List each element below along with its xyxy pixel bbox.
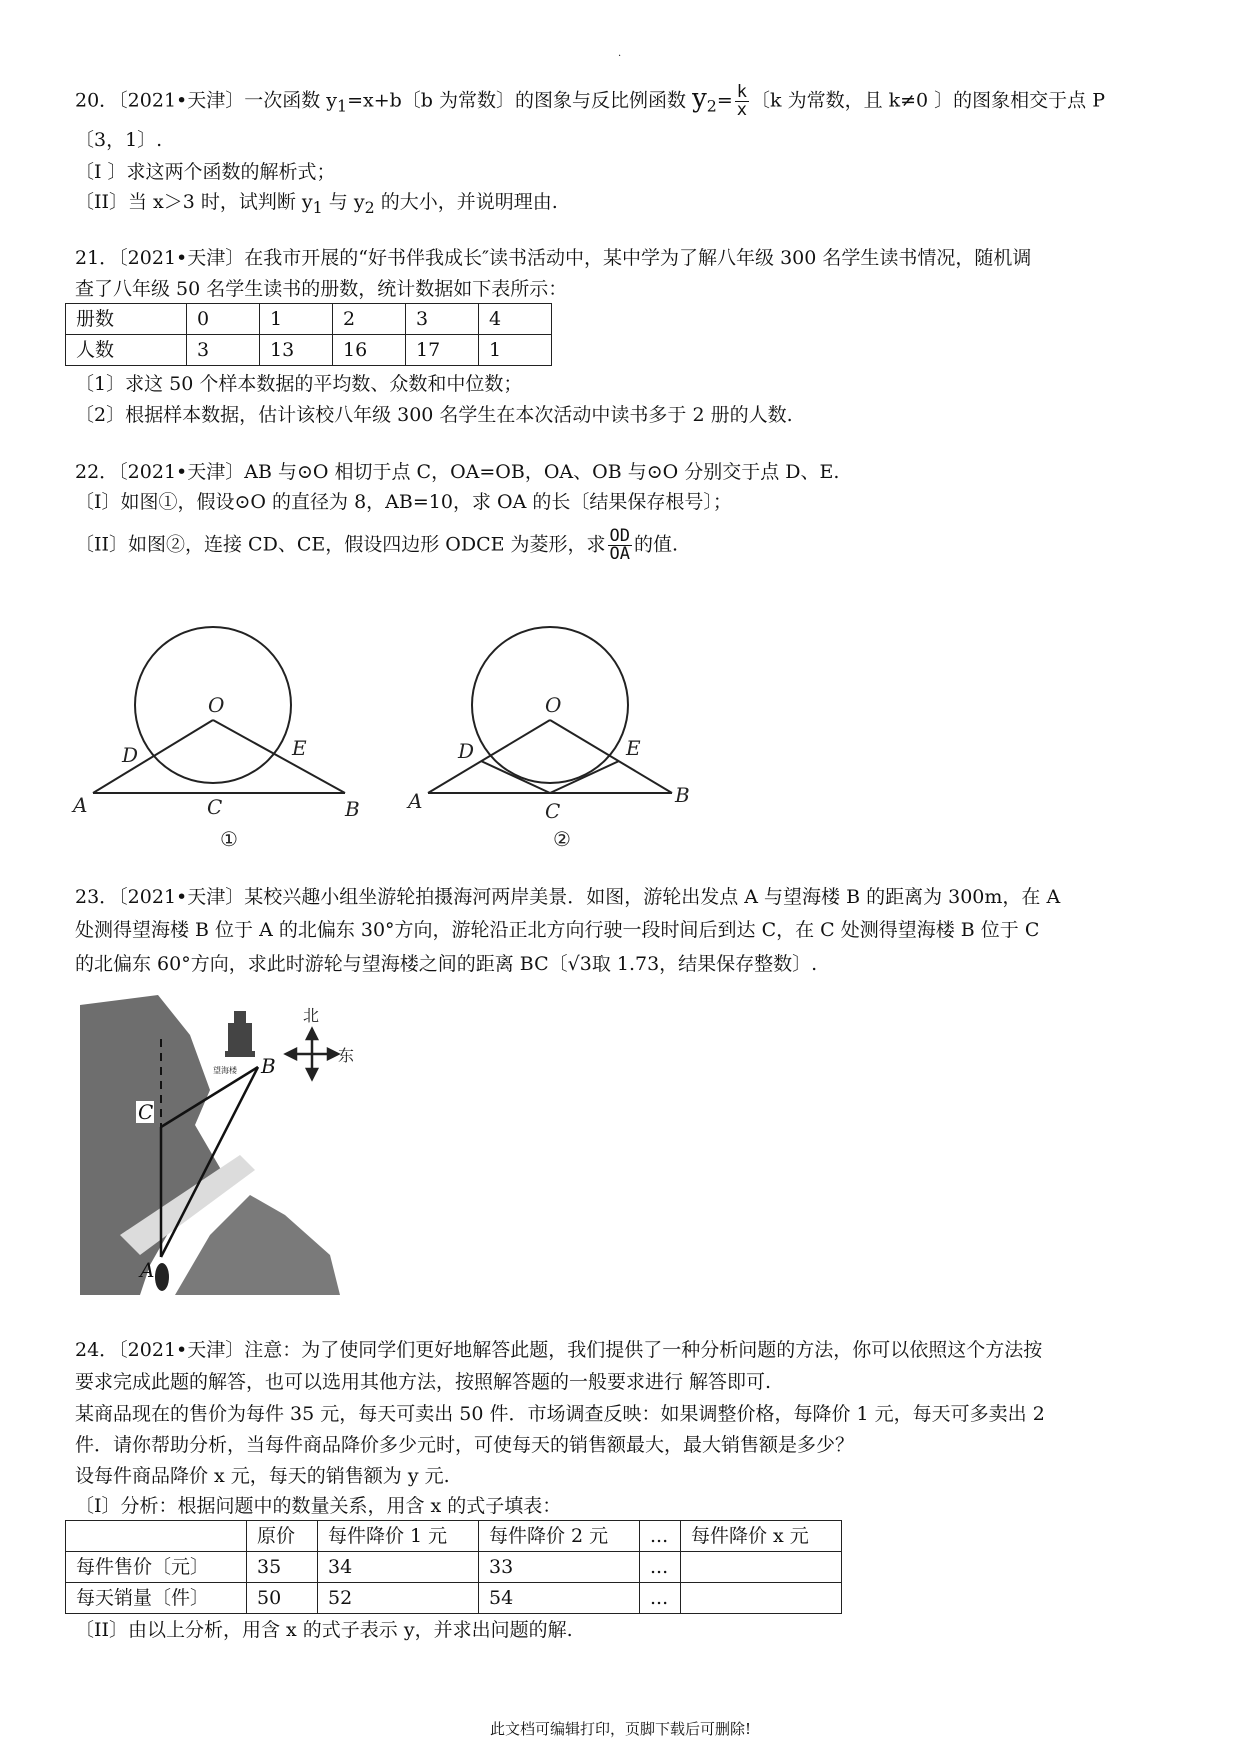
table-cell: 1	[260, 304, 333, 335]
table-cell: 册数	[66, 304, 187, 335]
header-dot: .	[618, 48, 622, 59]
footer-note: 此文档可编辑打印，页脚下载后可删除!	[489, 1720, 752, 1738]
q20-text-a: 20．〔2021•天津〕一次函数 y	[75, 89, 338, 112]
table-cell: ...	[640, 1521, 681, 1552]
caption-1: ①	[220, 827, 238, 851]
q20-l4-sub1: 1	[312, 197, 323, 217]
q20-text-c: 〔k 为常数，且 k≠0 〕的图象相交于点 P	[751, 89, 1105, 112]
table-cell: 2	[333, 304, 406, 335]
table-cell	[66, 1521, 247, 1552]
q20-eq: =	[716, 89, 733, 112]
table-cell	[681, 1552, 842, 1583]
label-c: C	[545, 799, 561, 823]
table-cell: 34	[318, 1552, 479, 1583]
table-cell: ...	[640, 1583, 681, 1614]
q20-frac-den: x	[736, 100, 748, 120]
tower-label: 望海楼	[213, 1066, 237, 1075]
q20-line-2: 〔3，1〕.	[75, 129, 163, 151]
q24-line-4: 件．请你帮助分析，当每件商品降价多少元时，可使每天的销售额最大，最大销售额是多少？	[75, 1434, 855, 1456]
table-row	[66, 1521, 842, 1552]
q20-l4-b: 与 y	[322, 191, 365, 213]
table-cell: 每件降价 x 元	[681, 1521, 842, 1552]
table-cell: 3	[187, 335, 260, 366]
sqrt-3: √3	[567, 953, 592, 975]
table-cell: 每件售价〔元〕	[66, 1552, 247, 1583]
table-cell: 17	[406, 335, 479, 366]
table-cell: 每天销量〔件〕	[66, 1583, 247, 1614]
q24-line-5: 设每件商品降价 x 元，每天的销售额为 y 元.	[75, 1465, 450, 1487]
table-cell: 1	[479, 335, 552, 366]
table-cell: 33	[479, 1552, 640, 1583]
table-cell: 3	[406, 304, 479, 335]
label-a: A	[140, 1258, 155, 1282]
q20-l4-sub2: 2	[364, 197, 375, 217]
table-cell: 13	[260, 335, 333, 366]
compass-icon	[286, 1029, 338, 1079]
q23-l3-a: 的北偏东 60°方向，求此时游轮与望海楼之间的距离 BC〔	[75, 953, 568, 975]
table-cell: 每件降价 1 元	[318, 1521, 479, 1552]
q21-line-4: 〔2〕根据样本数据，估计该校八年级 300 名学生在本次活动中读书多于 2 册的人数.	[75, 404, 793, 426]
table-cell	[681, 1583, 842, 1614]
line-ce-fig2	[550, 761, 619, 793]
q22-l3-a: 〔II〕如图②，连接 CD、CE，假设四边形 ODCE 为菱形，求	[75, 533, 606, 556]
q20-sub-1: 1	[337, 96, 348, 116]
q20-l4-c: 的大小，并说明理由.	[374, 191, 558, 213]
q20-sub-2: 2	[706, 96, 717, 116]
q22-line-2: 〔I〕如图①，假设⊙O 的直径为 8，AB=10，求 OA 的长〔结果保存根号〕；	[75, 491, 732, 513]
label-e: E	[292, 736, 307, 760]
boat-icon	[155, 1263, 169, 1291]
q24-line-6: 〔I〕分析：根据问题中的数量关系，用含 x 的式子填表：	[75, 1495, 562, 1517]
q24-line-1: 24．〔2021•天津〕注意：为了使同学们更好地解答此题，我们提供了一种分析问题的方法，你可以依照这个方法按	[75, 1339, 1043, 1361]
line-oa-fig1	[93, 720, 213, 793]
table-cell: 4	[479, 304, 552, 335]
line-ob-fig2	[550, 720, 672, 793]
q24-table	[65, 1520, 842, 1614]
q22-frac-num: OD	[609, 526, 631, 546]
table-cell: 每件降价 2 元	[479, 1521, 640, 1552]
q20-l4-a: 〔II〕当 x＞3 时，试判断 y	[75, 191, 313, 213]
label-e: E	[626, 736, 641, 760]
table-cell: 54	[479, 1583, 640, 1614]
label-o: O	[545, 693, 562, 717]
q22-line-1: 22．〔2021•天津〕AB 与⊙O 相切于点 C，OA=OB，OA、OB 与⊙O 分别交于点 D、E.	[75, 461, 840, 483]
label-b: B	[675, 783, 690, 807]
q23-map-figure	[80, 995, 410, 1295]
table-cell: 35	[247, 1552, 318, 1583]
line-ob-fig1	[213, 720, 345, 793]
q22-l3-b: 的值.	[634, 533, 679, 556]
label-d: D	[122, 743, 139, 767]
table-cell: 人数	[66, 335, 187, 366]
q22-frac-den: OA	[609, 544, 631, 564]
label-c: C	[207, 795, 223, 819]
q23-line-3	[75, 952, 817, 976]
label-b: B	[345, 797, 360, 821]
q24-line-3: 某商品现在的售价为每件 35 元，每天可卖出 50 件．市场调查反映：如果调整价格，每降价 1 元，每天可多卖出 2	[75, 1403, 1045, 1425]
tower-icon	[225, 1011, 255, 1057]
label-d: D	[458, 739, 475, 763]
table-row	[66, 1583, 842, 1614]
table-cell: ...	[640, 1552, 681, 1583]
q21-line-3: 〔1〕求这 50 个样本数据的平均数、众数和中位数；	[75, 373, 523, 395]
caption-2: ②	[553, 827, 571, 851]
table-cell: 52	[318, 1583, 479, 1614]
q20-text-b: =x+b〔b 为常数〕的图象与反比例函数	[347, 89, 693, 112]
table-cell: 原价	[247, 1521, 318, 1552]
q24-line-2: 要求完成此题的解答，也可以选用其他方法，按照解答题的一般要求进行 解答即可.	[75, 1371, 772, 1393]
q21-line-2: 查了八年级 50 名学生读书的册数，统计数据如下表所示：	[75, 278, 568, 300]
q23-line-1: 23．〔2021•天津〕某校兴趣小组坐游轮拍摄海河两岸美景．如图，游轮出发点 A 与望海楼 B 的距离为 300m，在 A	[75, 886, 1061, 908]
q20-line-3: 〔I 〕求这两个函数的解析式；	[75, 161, 336, 183]
q20-y2: y	[692, 83, 707, 114]
q23-line-2: 处测得望海楼 B 位于 A 的北偏东 30°方向，游轮沿正北方向行驶一段时间后到达 C，在 C 处测得望海楼 B 位于 C	[75, 919, 1040, 941]
q23-l3-b: 取 1.73，结果保存整数〕.	[591, 953, 818, 975]
line-oa-fig2	[428, 720, 550, 793]
q21-line-1: 21．〔2021•天津〕在我市开展的“好书伴我成长″读书活动中，某中学为了解八年级 300 名学生读书情况，随机调	[75, 247, 1032, 269]
table-cell: 0	[187, 304, 260, 335]
q20-frac-num: k	[736, 82, 748, 102]
label-b: B	[261, 1054, 276, 1078]
line-cd-fig2	[481, 761, 550, 793]
label-o: O	[208, 693, 225, 717]
table-row	[66, 1552, 842, 1583]
table-cell: 16	[333, 335, 406, 366]
q24-line-7: 〔II〕由以上分析，用含 x 的式子表示 y，并求出问题的解.	[75, 1619, 573, 1641]
label-a: A	[408, 789, 423, 813]
label-c: C	[138, 1100, 154, 1124]
table-cell: 50	[247, 1583, 318, 1614]
east-label: 东	[338, 1046, 355, 1065]
label-a: A	[73, 793, 88, 817]
north-label: 北	[303, 1006, 320, 1025]
